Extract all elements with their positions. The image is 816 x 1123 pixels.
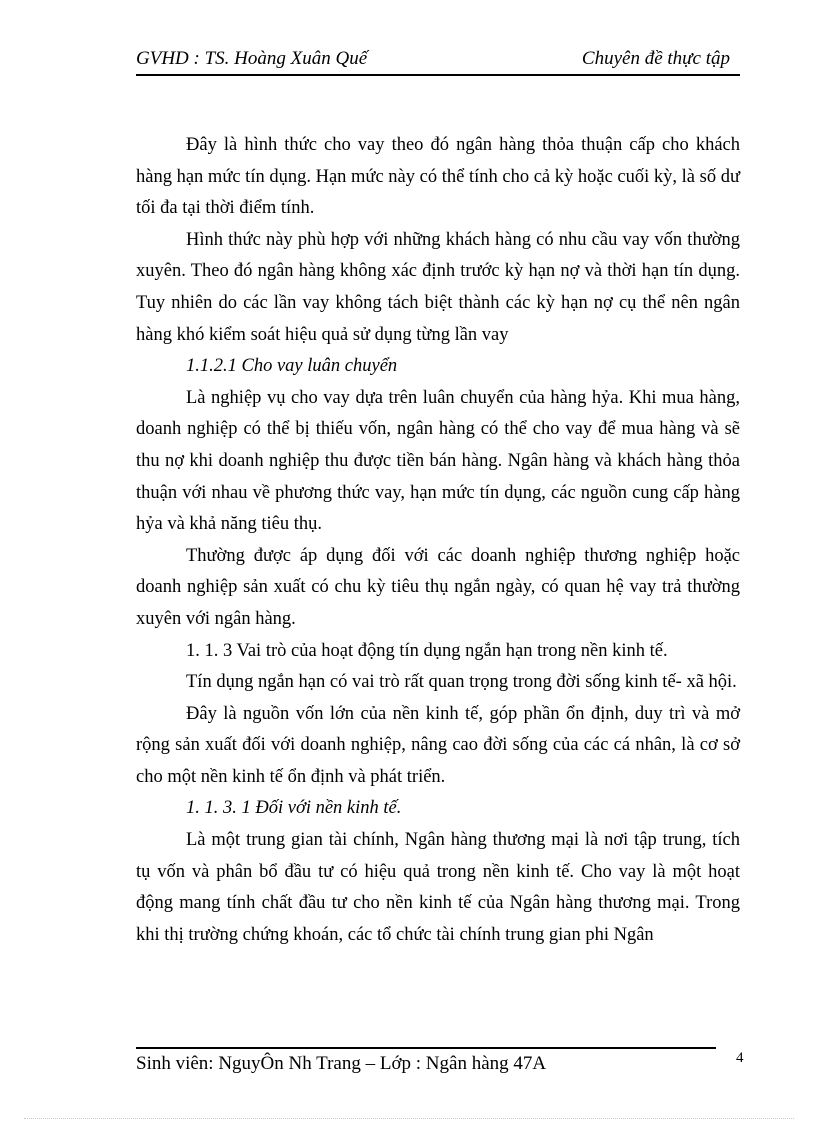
page-number: 4 bbox=[736, 1050, 744, 1066]
page-break-line bbox=[24, 1118, 794, 1119]
paragraph: Đây là nguồn vốn lớn của nền kinh tế, góp phần ổn định, duy trì và mở rộng sản xuất đối với doanh nghiệp, nâng cao đời sống của các cá nhân, là cơ sở cho một nền kinh tế ổn định và phát triển. bbox=[136, 703, 740, 787]
header-doc-title: Chuyên đề thực tập bbox=[581, 48, 730, 69]
section-heading: 1. 1. 3 Vai trò của hoạt động tín dụng ngắn hạn trong nền kinh tế. bbox=[186, 640, 668, 661]
page-header bbox=[136, 48, 740, 76]
paragraph: Thường được áp dụng đối với các doanh nghiệp thương nghiệp hoặc doanh nghiệp sản xuất có chu kỳ tiêu thụ ngắn ngày, có quan hệ vay trả thường xuyên với ngân hàng. bbox=[136, 545, 740, 629]
section-heading: 1. 1. 3. 1 Đối với nền kinh tế. bbox=[186, 798, 402, 819]
page-footer: Sinh viên: NguyÔn Nh Trang – Lớp : Ngân hàng 47A bbox=[136, 1053, 547, 1074]
body-text bbox=[136, 130, 740, 951]
paragraph: Tín dụng ngắn hạn có vai trò rất quan trọng trong đời sống kinh tế- xã hội. bbox=[186, 672, 737, 693]
header-supervisor: GVHD : TS. Hoàng Xuân Quế bbox=[136, 48, 368, 69]
paragraph: Là nghiệp vụ cho vay dựa trên luân chuyển của hàng hỷa. Khi mua hàng, doanh nghiệp có thể bị thiếu vốn, ngân hàng có thể cho vay để mua hàng và sẽ thu nợ khi doanh nghiệp thu được tiền bán hàng. Ngân hàng và khách hàng thỏa thuận với nhau về phương thức vay, hạn mức tín dụng, các nguồn cung cấp hàng hỷa và khả năng tiêu thụ. bbox=[136, 387, 740, 535]
paragraph: Đây là hình thức cho vay theo đó ngân hàng thỏa thuận cấp cho khách hàng hạn mức tín dụng. Hạn mức này có thể tính cho cả kỳ hoặc cuối kỳ, là số dư tối đa tại thời điểm tính. bbox=[136, 135, 740, 219]
footer-divider bbox=[136, 1047, 716, 1049]
paragraph: Hình thức này phù hợp với những khách hàng có nhu cầu vay vốn thường xuyên. Theo đó ngân hàng không xác định trước kỳ hạn nợ và thời hạn tín dụng. Tuy nhiên do các lần vay không tách biệt thành các kỳ hạn nợ cụ thể nên ngân hàng khó kiểm soát hiệu quả sử dụng từng lần vay bbox=[136, 229, 740, 345]
paragraph: Là một trung gian tài chính, Ngân hàng thương mại là nơi tập trung, tích tụ vốn và phân bổ đầu tư có hiệu quả trong nền kinh tế. Cho vay là một hoạt động mang tính chất đầu tư cho nền kinh tế của Ngân hàng thương mại. Trong khi thị trường chứng khoán, các tổ chức tài chính trung gian phi Ngân bbox=[136, 830, 740, 945]
section-heading: 1.1.2.1 Cho vay luân chuyển bbox=[186, 356, 398, 377]
